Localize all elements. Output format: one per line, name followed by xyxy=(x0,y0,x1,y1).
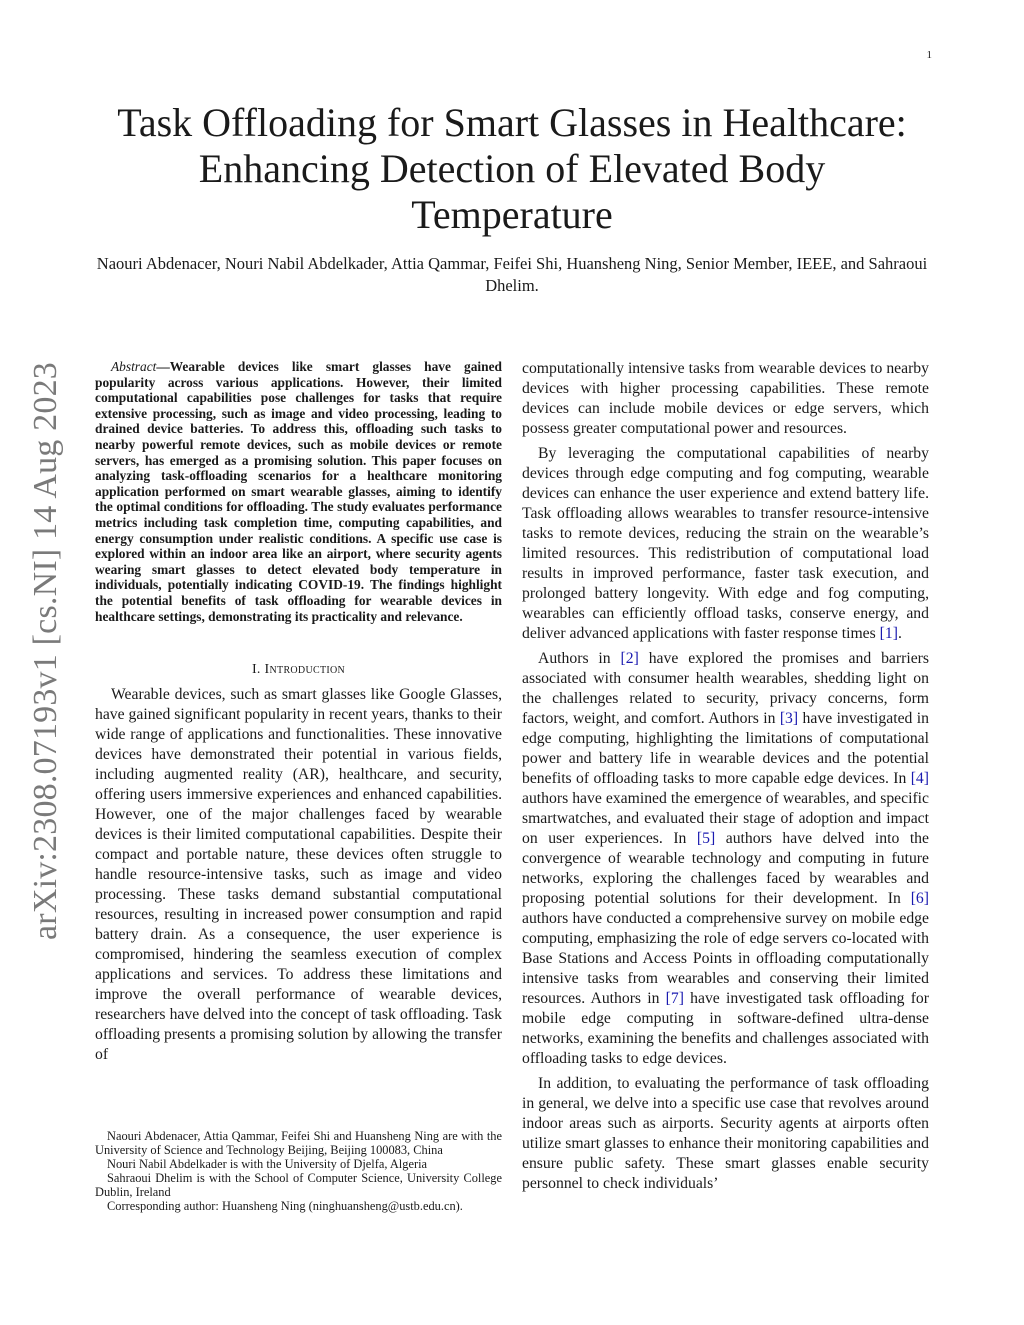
paragraph-text: authors have examined the emergence of wearables, and specific smartwatches, and evaluated their stage of adoption and impact on user experiences. In xyxy=(522,790,929,847)
citation-link[interactable]: [5] xyxy=(696,830,716,847)
section-title: Introduction xyxy=(264,662,346,678)
intro-paragraph-4: In addition, to evaluating the performance of task offloading in general, we delve into a specific use case that revolves around indoor areas such as airports. Security agents at airports often utilize smart glasses to enhance their monitoring capabilities and ensure public safety. These smart glasses enable security personnel to check individuals’ xyxy=(522,1075,929,1192)
paragraph-text: authors have delved into the convergence of wearable technology and computing in future networks, exploring the challenges faced by wearables and proposing potential solutions for their development. In xyxy=(522,830,929,907)
paper-title: Task Offloading for Smart Glasses in Healthcare: Enhancing Detection of Elevated Body Temperature xyxy=(117,100,907,237)
footnote-affiliation-1: Naouri Abdenacer, Attia Qammar, Feifei Shi and Huansheng Ning are with the University of Science and Technology Beijing, Beijing 100083, China xyxy=(95,1129,502,1157)
paragraph-text: authors have conducted a comprehensive survey on mobile edge computing, emphasizing the role of edge servers co-located with Base Stations and Access Points in offloading computationally intensive tasks from wearables and conserving their limited resources. Authors in xyxy=(522,910,929,1007)
citation-link[interactable]: [6] xyxy=(910,890,929,907)
abstract-label: Abstract xyxy=(111,359,157,374)
left-column xyxy=(95,359,502,1065)
footnote-corresponding-author: Corresponding author: Huansheng Ning (ninghuansheng@ustb.edu.cn). xyxy=(107,1199,463,1213)
right-column xyxy=(522,359,929,1194)
intro-paragraph-2 xyxy=(522,444,929,644)
citation-link[interactable]: [2] xyxy=(620,650,639,667)
page-number: 1 xyxy=(926,49,932,61)
section-heading-introduction xyxy=(95,662,502,678)
paragraph-text: . xyxy=(897,625,902,642)
section-number: I. xyxy=(251,662,261,678)
intro-paragraph-3 xyxy=(522,649,929,1069)
citation-link[interactable]: [1] xyxy=(879,625,898,642)
footnote-affiliation-2: Nouri Nabil Abdelkader is with the University of Djelfa, Algeria xyxy=(107,1157,428,1171)
paragraph-text: Authors in xyxy=(538,650,621,667)
footnote-affiliation-3: Sahraoui Dhelim is with the School of Computer Science, University College Dublin, Ireland xyxy=(95,1171,502,1199)
intro-paragraph-1-continued: computationally intensive tasks from wearable devices to nearby devices with higher processing capabilities. These remote devices can include mobile devices or edge servers, which possess greater computational power and resources. xyxy=(522,360,929,437)
arxiv-identifier[interactable]: arXiv:2308.07193v1 [cs.NI] 14 Aug 2023 xyxy=(27,362,64,940)
author-footnotes xyxy=(95,1129,502,1213)
paragraph-text: By leveraging the computational capabilities of nearby devices through edge computing and fog computing, wearable devices can enhance the user experience and extend battery life. Task offloading allows wearables to transfer resource-intensive tasks to remote devices, reducing the strain on the wearable’s limited resources. This redistribution of computational load results in improved performance, faster task execution, and prolonged battery longevity. With edge and fog computing, wearables can efficiently offload tasks, conserve energy, and deliver advanced applications with faster response times xyxy=(522,445,929,642)
abstract-text: —Wearable devices like smart glasses have gained popularity across various applications. However, their limited computational capabilities pose challenges for tasks that require extensive processing, such as image and video processing, leading to drained device batteries. To address this, offloading such tasks to nearby powerful remote devices, such as mobile devices or remote servers, has emerged as a promising solution. This paper focuses on analyzing task-offloading scenarios for a healthcare monitoring application performed on smart wearable glasses, aiming to identify the optimal conditions for offloading. The study evaluates performance metrics including task completion time, computing capabilities, and energy consumption under realistic conditions. A specific use case is explored within an indoor area like an airport, where security agents wearing smart glasses to detect elevated body temperature in individuals, potentially indicating COVID-19. The findings highlight the potential benefits of task offloading for wearable devices in healthcare settings, demonstrating its practicality and relevance. xyxy=(95,359,502,624)
paragraph-text: have investigated task offloading for mobile edge computing in software-defined ultra-dense networks, examining the benefits and challenges associated with offloading tasks to edge devices. xyxy=(522,990,929,1067)
citation-link[interactable]: [7] xyxy=(665,990,684,1007)
citation-link[interactable]: [3] xyxy=(779,710,799,727)
abstract xyxy=(95,359,502,624)
intro-paragraph-1: Wearable devices, such as smart glasses like Google Glasses, have gained significant popularity in recent years, thanks to their wide range of applications and functionalities. These innovative devices have demonstrated their potential in various fields, including augmented reality (AR), healthcare, and security, offering users immersive experiences and enhanced capabilities. However, one of the major challenges faced by wearable devices is their limited computational capabilities. Despite their compact and portable nature, these devices often struggle to handle resource-intensive tasks, such as image and video processing. These tasks demand substantial computational resources, resulting in increased power consumption and rapid battery drain. As a consequence, the user experience is compromised, hindering the seamless execution of complex applications and services. To address these limitations and improve the overall performance of wearable devices, researchers have delved into the concept of task offloading. Task offloading presents a promising solution by allowing the transfer of xyxy=(95,686,502,1064)
author-list: Naouri Abdenacer, Nouri Nabil Abdelkader, Attia Qammar, Feifei Shi, Huansheng Ning, Senior Member, IEEE, and Sahraoui Dhelim. xyxy=(96,254,928,295)
paragraph-text: have investigated in edge computing, highlighting the limitations of computational power and battery life in wearable devices and the potential benefits of offloading tasks to more capable edge devices. In xyxy=(522,710,929,787)
citation-link[interactable]: [4] xyxy=(910,770,929,787)
paragraph-text: have explored the promises and barriers associated with consumer health wearables, shedding light on the challenges related to security, privacy concerns, form factors, weight, and comfort. Authors in xyxy=(522,650,929,727)
